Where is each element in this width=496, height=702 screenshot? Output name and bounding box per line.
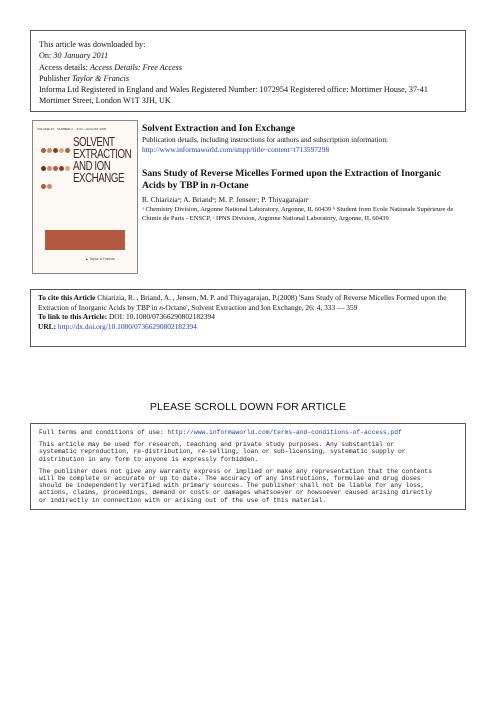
url-line — [38, 322, 458, 332]
cover-color-block — [45, 230, 125, 250]
terms-label: Full terms and conditions of use: — [39, 429, 168, 436]
access-value: Access Details: Free Access — [89, 62, 183, 72]
cover-dot — [41, 184, 46, 189]
cover-title — [73, 135, 132, 185]
terms-box — [30, 423, 466, 510]
article-title-text: Sans Study of Reverse Micelles Formed upon the Extraction of Inorganic Acids by TBP in — [142, 168, 441, 191]
cover-title-line: EXTRACTION — [73, 147, 132, 161]
cover-volume: VOLUME 23 — [37, 127, 54, 131]
terms-url-link[interactable]: http://www.informaworld.com/terms-and-conditions-of-access.pdf — [167, 429, 402, 436]
cover-dot — [53, 166, 58, 171]
journal-cover-image — [32, 120, 138, 274]
article-title — [142, 168, 460, 192]
citation-box — [30, 289, 466, 347]
date-label: On: — [39, 51, 54, 61]
cover-dot — [59, 148, 64, 153]
access-label: Access details: — [39, 62, 90, 72]
url-label: URL: — [38, 321, 58, 331]
cover-date: JULY—AUGUST 2005 — [76, 127, 107, 131]
doi-url-link[interactable]: http://dx.doi.org/10.1080/07366290802182394 — [57, 321, 197, 331]
cover-dot — [41, 148, 46, 153]
cover-number: NUMBER 4 — [57, 127, 73, 131]
informa-registration: Informa Ltd Registered in England and Wales Registered Number: 1072954 Registered office: Mortimer House, 37-41 Mortimer Street, London W1T 3JH, UK — [39, 85, 428, 106]
download-info-box — [30, 30, 466, 112]
cover-issue-line — [37, 127, 133, 131]
cite-article — [38, 293, 458, 312]
cover-dot — [59, 166, 64, 171]
download-date — [39, 50, 457, 61]
date-value: 30 January 2011 — [53, 51, 109, 61]
taylor-francis-logo — [85, 257, 114, 261]
access-details — [39, 62, 457, 73]
article-title-text: -Octane — [215, 180, 249, 191]
journal-title: Solvent Extraction and Ion Exchange — [142, 123, 295, 134]
article-authors: R. Chiariziaᵃ; A. Briandᵇ; M. P. Jensenᶜ; P. Thiyagarajanᶜ — [142, 195, 310, 204]
logo-icon: ▲ — [85, 257, 89, 261]
article-title-italic: n — [210, 180, 216, 191]
publisher-label: Publisher — [39, 73, 72, 83]
cover-title-line: SOLVENT — [73, 135, 115, 149]
cover-title-line: EXCHANGE — [73, 171, 124, 185]
cite-text: Chiarizia, R. , Briand, A. , Jensen, M. P. and Thiyagarajan, P.(2008) 'Sans Study of Reverse Micelles Formed upon the Extraction of Inorganic Acids by TBP in — [38, 293, 447, 312]
cover-dot — [65, 148, 70, 153]
doi-value: DOI: 10.1080/07366290802182394 — [108, 312, 215, 322]
link-label: To link to this Article: — [38, 312, 109, 322]
cite-label: To cite this Article — [38, 293, 98, 302]
link-article — [38, 312, 458, 322]
cite-text: -Octane', Solvent Extraction and Ion Exchange, 26: 4, 333 — 359 — [162, 302, 358, 312]
cover-dot — [65, 166, 70, 171]
logo-text: Taylor & Francis — [89, 257, 115, 261]
terms-usage-paragraph: This article may be used for research, teaching and private study purposes. Any substantial or systematic reproduction, re-distribution, re-selling, loan or sub-licensing, systematic supply or distribution in any form to anyone is expressly forbidden. — [39, 441, 406, 463]
cover-dot — [41, 166, 46, 171]
publisher-value: Taylor & Francis — [71, 73, 129, 83]
publication-details: Publication details, including instructions for authors and subscription information: — [142, 135, 389, 144]
cover-dot-pattern — [41, 141, 71, 195]
download-line: This article was downloaded by: — [39, 40, 146, 49]
cover-dot — [47, 184, 52, 189]
cover-dot — [53, 148, 58, 153]
author-affiliations: ᵃ Chemistry Division, Argonne National Laboratory, Argonne, IL 60439 ᵇ Student from Ecole Nationale Supérieure de Chimie de Paris - ENSCP, ᶜ IPNS Division, Argonne National Laboratory, Argonne, IL 60439 — [142, 206, 454, 223]
cover-title-line: AND ION — [73, 159, 111, 173]
publisher — [39, 73, 457, 84]
terms-line — [39, 429, 457, 436]
journal-url-link[interactable]: http://www.informaworld.com/smpp/title~content=t713597298 — [142, 145, 330, 154]
cover-dot — [47, 148, 52, 153]
scroll-notice: PLEASE SCROLL DOWN FOR ARTICLE — [149, 401, 347, 413]
terms-warranty-paragraph: The publisher does not give any warranty express or implied or make any representation that the contents will be complete or accurate or up to date. The accuracy of any instructions, formulae and drug doses should be independently verified with primary sources. The publisher shall not be liable for any loss, actions, claims, proceedings, demand or costs or damages whatsoever or howsoever caused arising directly or indirectly in connection with or arising out of the use of this material. — [39, 467, 432, 504]
cite-italic: n — [159, 302, 163, 312]
cover-dot — [47, 166, 52, 171]
